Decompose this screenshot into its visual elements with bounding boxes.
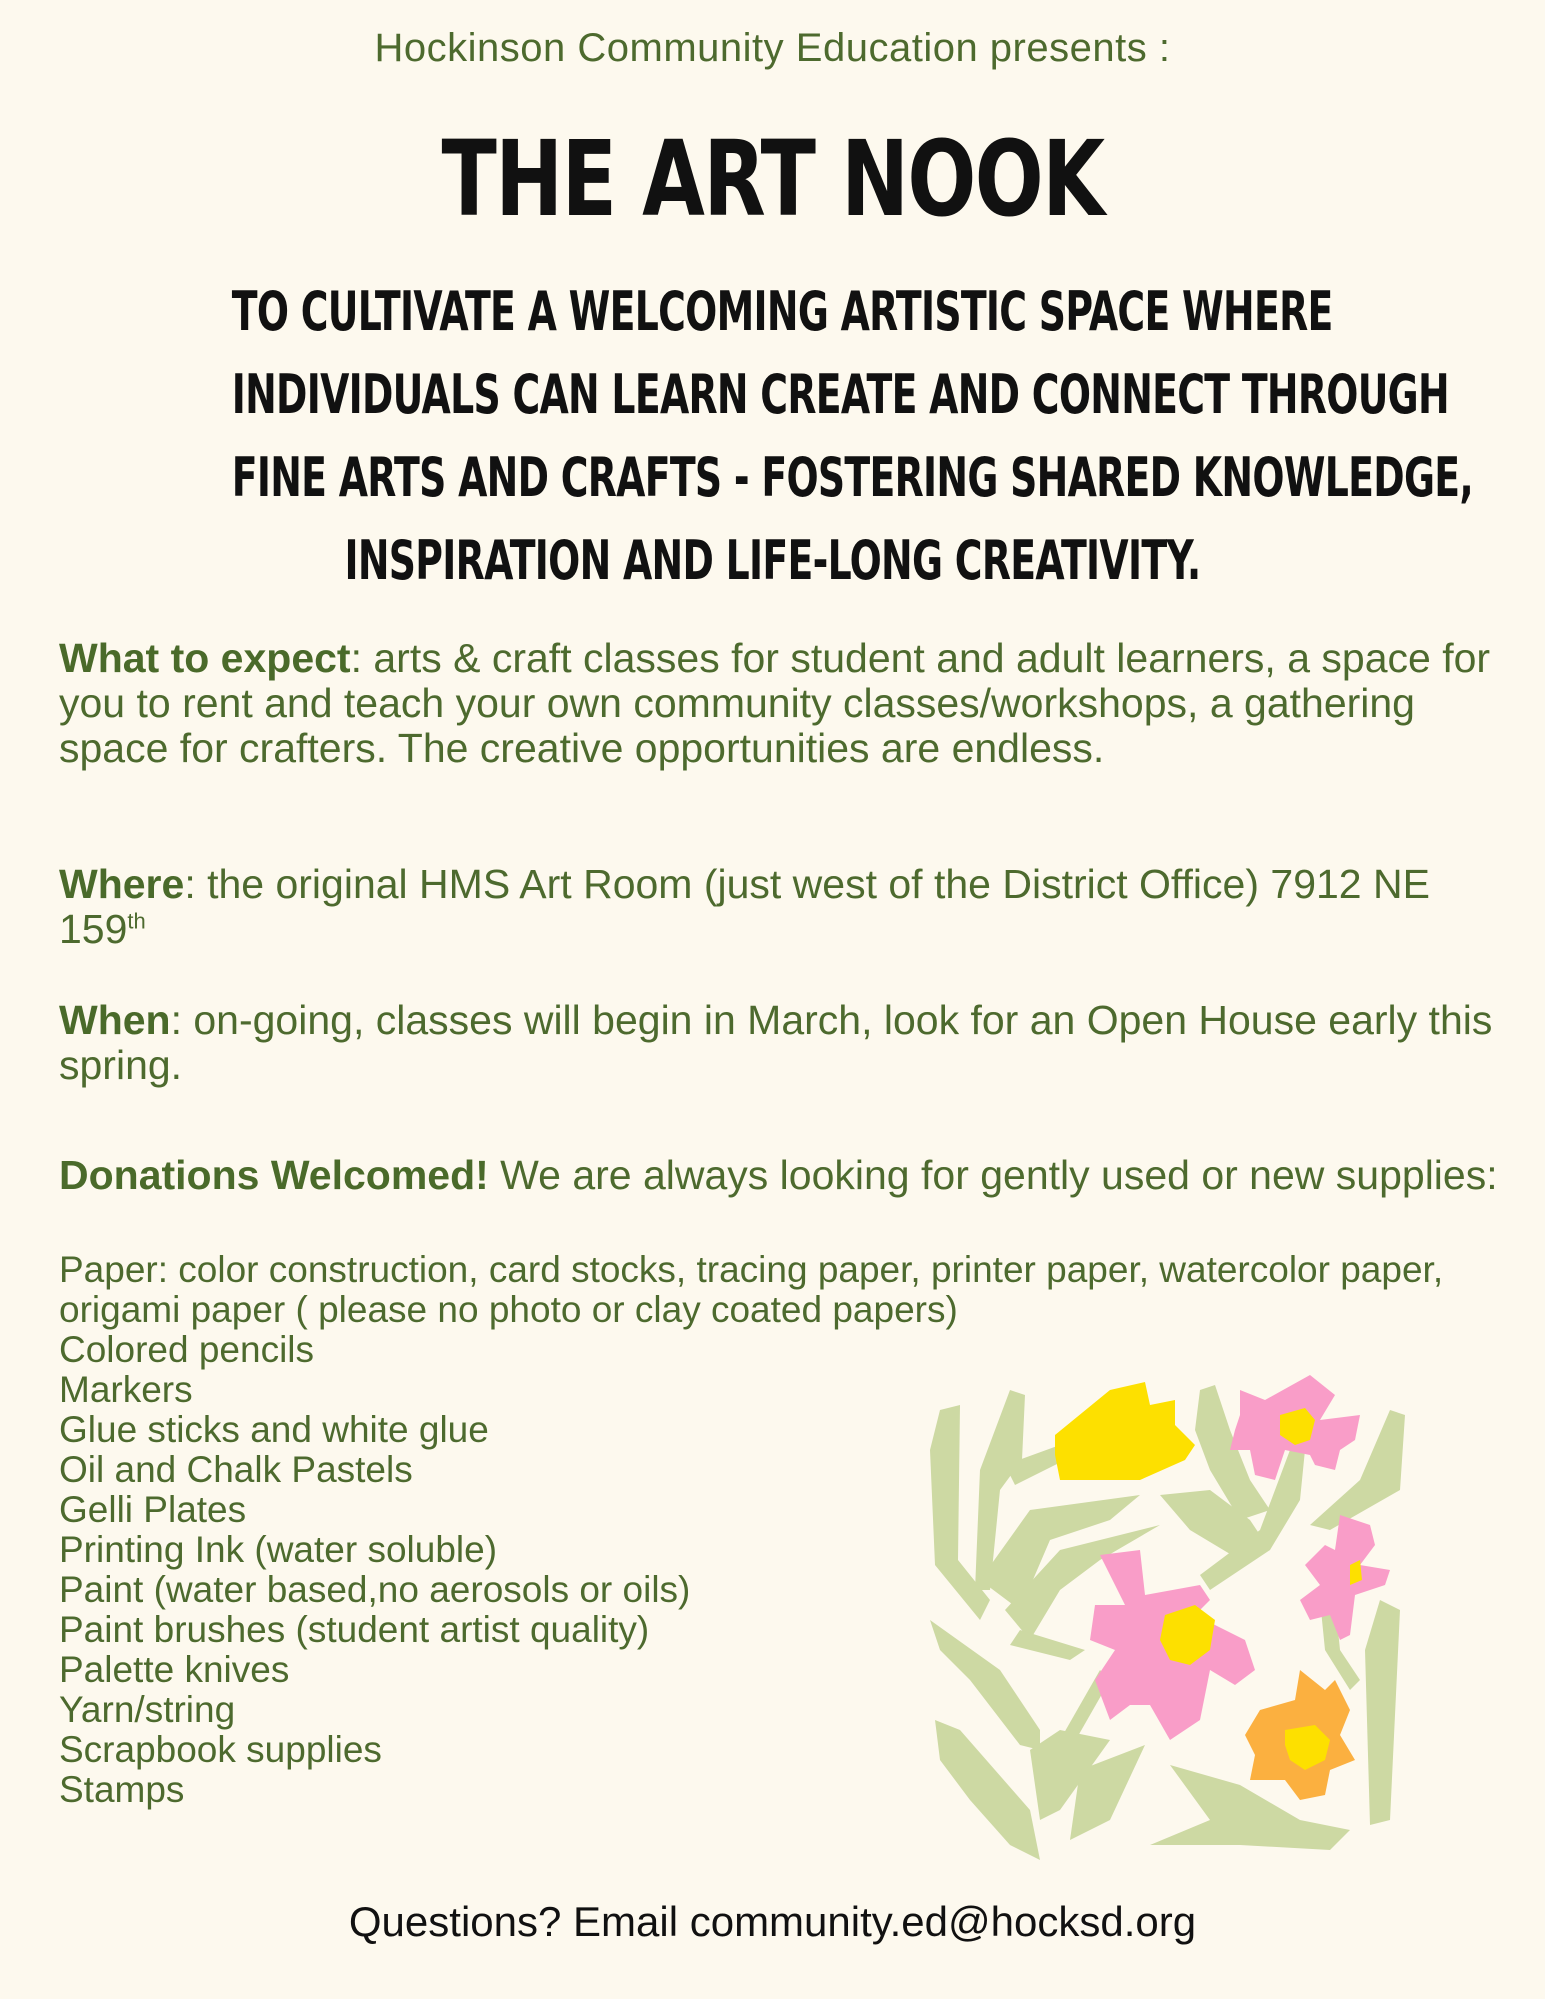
where-text: : the original HMS Art Room (just west of the District Office) 7912 NE 159 xyxy=(59,861,1430,952)
when-label: When xyxy=(59,997,171,1043)
flowers-illustration-icon xyxy=(910,1350,1430,1860)
where-section xyxy=(59,862,1499,952)
list-item: Yarn/string xyxy=(59,1689,236,1730)
list-item: Gelli Plates xyxy=(59,1489,247,1530)
mission-line: TO CULTIVATE A WELCOMING ARTISTIC SPACE WHERE xyxy=(231,280,1333,343)
mission-line: INDIVIDUALS CAN LEARN CREATE AND CONNECT THROUGH xyxy=(231,363,1449,426)
donations-section xyxy=(59,1153,1499,1198)
list-item: Glue sticks and white glue xyxy=(59,1409,489,1450)
where-label: Where xyxy=(59,861,185,907)
contact-line: Questions? Email community.ed@hocksd.org xyxy=(348,1898,1197,1945)
list-item: Palette knives xyxy=(59,1649,290,1690)
donations-label: Donations Welcomed! xyxy=(59,1152,489,1198)
when-text: : on-going, classes will begin in March, look for an Open House early this spring. xyxy=(59,997,1493,1088)
list-item: Colored pencils xyxy=(59,1329,315,1370)
list-item: Printing Ink (water soluble) xyxy=(59,1529,498,1570)
mission-line: FINE ARTS AND CRAFTS - FOSTERING SHARED KNOWLEDGE, xyxy=(231,446,1474,509)
what-to-expect-label: What to expect xyxy=(59,635,351,681)
what-to-expect-text: : arts & craft classes for student and adult learners, a space for you to rent and teach your own community classes/workshops, a gathering space for crafters. The creative opportunities are endless. xyxy=(59,635,1491,771)
mission-line: INSPIRATION AND LIFE-LONG CREATIVITY. xyxy=(344,529,1201,592)
mission-statement xyxy=(0,270,1545,602)
what-to-expect-section xyxy=(59,636,1499,771)
where-superscript: th xyxy=(127,908,146,934)
list-item: Oil and Chalk Pastels xyxy=(59,1449,413,1490)
list-item: Paper: color construction, card stocks, tracing paper, printer paper, watercolor paper, origami paper ( please no photo or clay coated papers) xyxy=(59,1249,1444,1330)
list-item: Paint brushes (student artist quality) xyxy=(59,1609,650,1650)
page-title: THE ART NOOK xyxy=(441,118,1104,240)
donations-text: We are always looking for gently used or new supplies: xyxy=(488,1152,1498,1198)
when-section xyxy=(59,998,1499,1088)
list-item: Scrapbook supplies xyxy=(59,1729,382,1770)
list-item: Markers xyxy=(59,1369,193,1410)
presenter-line: Hockinson Community Education presents : xyxy=(374,26,1171,70)
list-item: Stamps xyxy=(59,1769,185,1810)
list-item: Paint (water based,no aerosols or oils) xyxy=(59,1569,691,1610)
